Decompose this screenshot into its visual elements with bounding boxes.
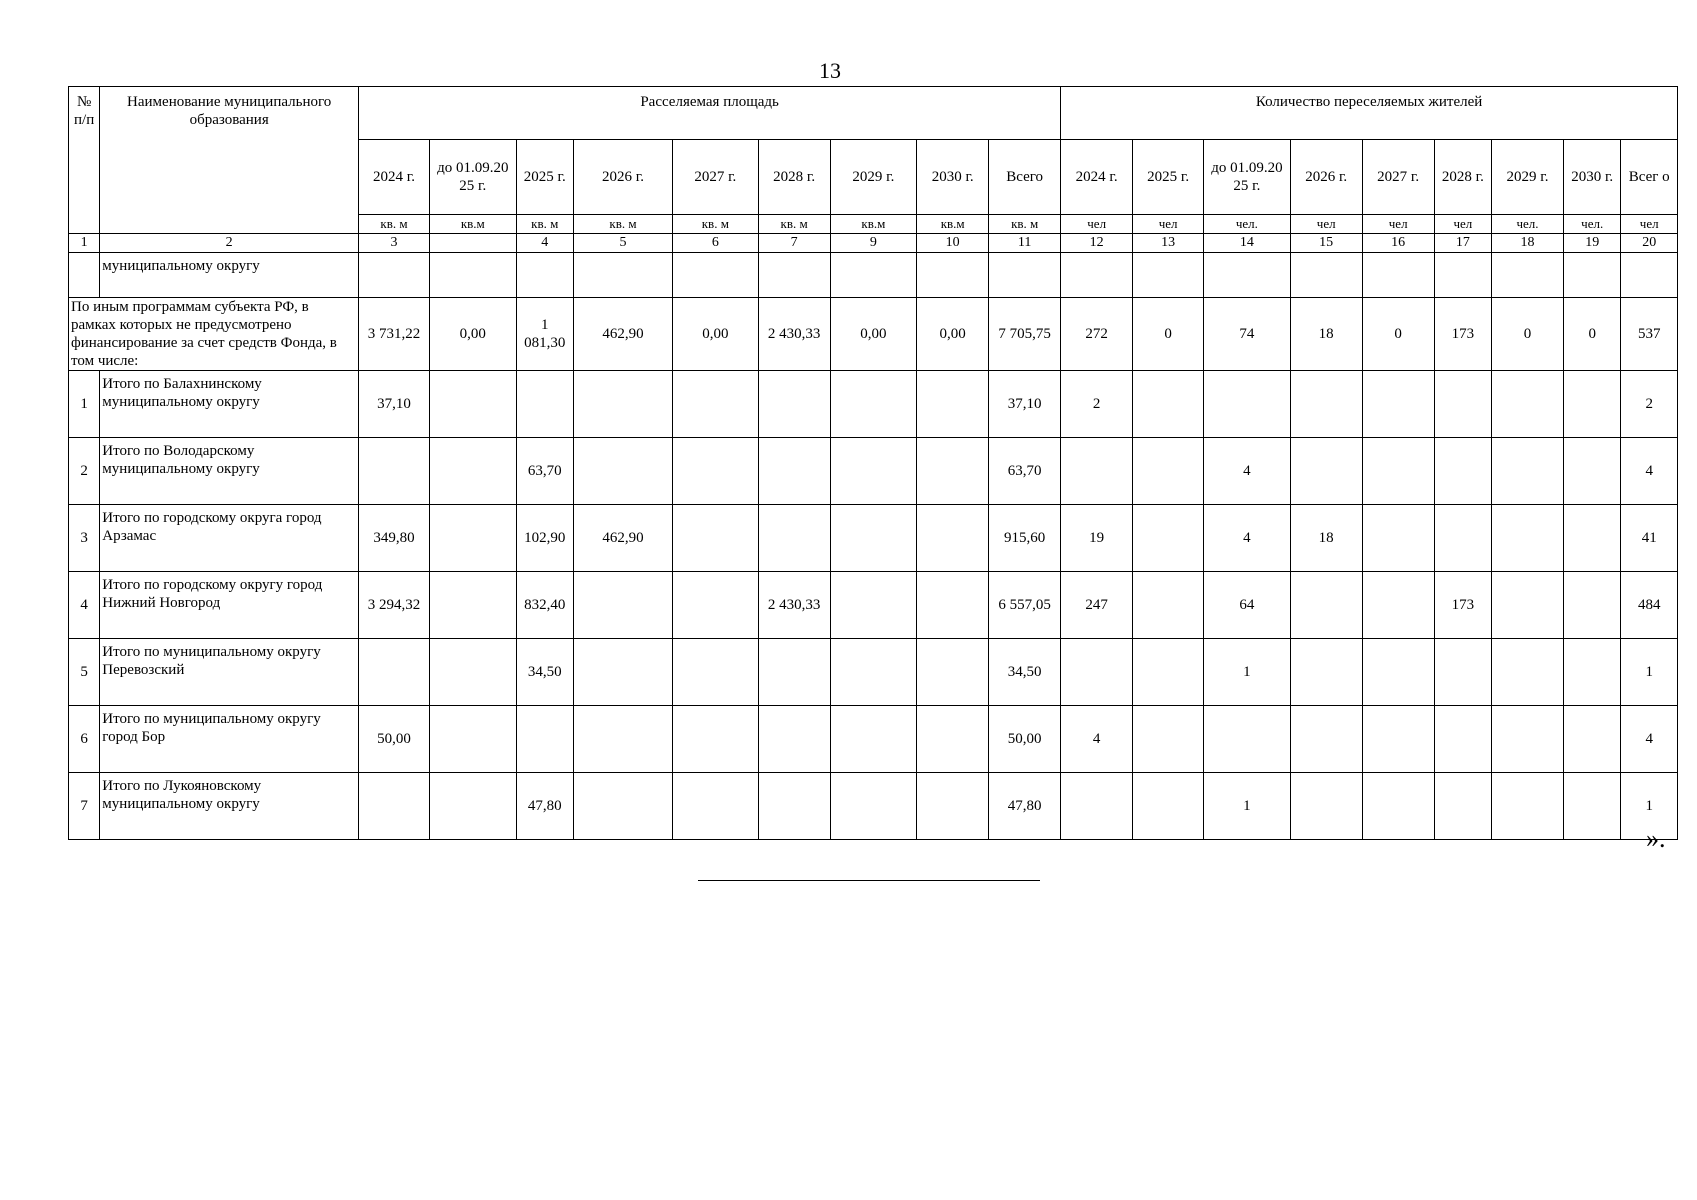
row-value xyxy=(673,639,759,706)
row-number: 1 xyxy=(69,371,100,438)
header-area-group: Расселяемая площадь xyxy=(359,87,1061,140)
row-value xyxy=(1362,773,1434,840)
row-value xyxy=(1434,639,1491,706)
row-value: 102,90 xyxy=(516,505,573,572)
row-value xyxy=(1133,773,1204,840)
program-value: 272 xyxy=(1061,298,1133,371)
header-area-unit: кв. м xyxy=(758,215,830,234)
row-number: 4 xyxy=(69,572,100,639)
row-value: 50,00 xyxy=(989,706,1061,773)
program-value: 462,90 xyxy=(573,298,672,371)
program-value: 1 081,30 xyxy=(516,298,573,371)
table-cell xyxy=(830,253,917,298)
row-value xyxy=(1290,572,1362,639)
program-value: 0,00 xyxy=(429,298,516,371)
header-area-year: до 01.09.20 25 г. xyxy=(429,140,516,215)
row-value xyxy=(917,639,989,706)
column-number: 10 xyxy=(917,234,989,253)
header-area-year: 2029 г. xyxy=(830,140,917,215)
header-area-unit: кв. м xyxy=(516,215,573,234)
row-value xyxy=(1362,371,1434,438)
row-value xyxy=(573,639,672,706)
row-value xyxy=(1362,706,1434,773)
program-name: По иным программам субъекта РФ, в рамках которых не предусмотрено финансирование за счет средств Фонда, в том числе: xyxy=(69,298,359,371)
row-number: 2 xyxy=(69,438,100,505)
row-value: 41 xyxy=(1621,505,1678,572)
program-value: 0,00 xyxy=(917,298,989,371)
row-value xyxy=(1564,706,1621,773)
program-value: 0,00 xyxy=(830,298,917,371)
header-people-unit: чел. xyxy=(1492,215,1564,234)
row-value xyxy=(573,706,672,773)
row-value xyxy=(917,773,989,840)
row-value: 50,00 xyxy=(359,706,430,773)
row-name: Итого по Балахнинскому муниципальному округу xyxy=(100,371,359,438)
header-people-unit: чел xyxy=(1621,215,1678,234)
row-number: 6 xyxy=(69,706,100,773)
program-value: 173 xyxy=(1434,298,1491,371)
table-row xyxy=(69,773,1678,840)
row-value: 19 xyxy=(1061,505,1133,572)
continuation-row xyxy=(69,253,1678,298)
row-value xyxy=(1362,438,1434,505)
row-value xyxy=(1290,438,1362,505)
row-value: 4 xyxy=(1204,438,1291,505)
resettlement-table xyxy=(68,86,1678,840)
row-number: 7 xyxy=(69,773,100,840)
row-number xyxy=(69,253,100,298)
header-area-unit: кв.м xyxy=(429,215,516,234)
table-cell xyxy=(1061,253,1133,298)
column-number xyxy=(429,234,516,253)
table-cell xyxy=(1362,253,1434,298)
table-row xyxy=(69,706,1678,773)
table-cell xyxy=(673,253,759,298)
column-number: 6 xyxy=(673,234,759,253)
row-value: 484 xyxy=(1621,572,1678,639)
header-area-unit: кв. м xyxy=(673,215,759,234)
header-people-year: до 01.09.20 25 г. xyxy=(1204,140,1291,215)
row-value xyxy=(758,706,830,773)
header-people-unit: чел xyxy=(1434,215,1491,234)
row-value xyxy=(1434,438,1491,505)
column-number: 2 xyxy=(100,234,359,253)
row-value: 1 xyxy=(1204,773,1291,840)
header-area-year: 2026 г. xyxy=(573,140,672,215)
row-value: 6 557,05 xyxy=(989,572,1061,639)
row-value xyxy=(1492,505,1564,572)
program-value: 537 xyxy=(1621,298,1678,371)
row-value: 64 xyxy=(1204,572,1291,639)
column-number: 15 xyxy=(1290,234,1362,253)
row-value xyxy=(1290,773,1362,840)
row-value: 34,50 xyxy=(516,639,573,706)
header-people-unit: чел xyxy=(1133,215,1204,234)
row-value xyxy=(758,505,830,572)
row-value: 18 xyxy=(1290,505,1362,572)
column-number: 7 xyxy=(758,234,830,253)
row-value: 37,10 xyxy=(359,371,430,438)
column-number: 17 xyxy=(1434,234,1491,253)
row-name: Итого по городскому округа город Арзамас xyxy=(100,505,359,572)
row-value: 63,70 xyxy=(516,438,573,505)
row-value: 349,80 xyxy=(359,505,430,572)
row-value xyxy=(1492,438,1564,505)
row-value xyxy=(830,639,917,706)
row-value: 173 xyxy=(1434,572,1491,639)
row-value xyxy=(429,773,516,840)
row-value: 34,50 xyxy=(989,639,1061,706)
table-cell xyxy=(1290,253,1362,298)
header-people-year: 2028 г. xyxy=(1434,140,1491,215)
row-value xyxy=(758,639,830,706)
header-area-year: 2024 г. xyxy=(359,140,430,215)
header-area-year: Всего xyxy=(989,140,1061,215)
page-number: 13 xyxy=(819,58,841,83)
row-value xyxy=(429,639,516,706)
program-value: 74 xyxy=(1204,298,1291,371)
row-value xyxy=(1564,639,1621,706)
table-cell xyxy=(917,253,989,298)
row-value xyxy=(1061,438,1133,505)
header-people-year: 2026 г. xyxy=(1290,140,1362,215)
row-value xyxy=(429,371,516,438)
row-value xyxy=(1564,572,1621,639)
table-cell xyxy=(758,253,830,298)
row-value xyxy=(573,572,672,639)
row-value xyxy=(1290,639,1362,706)
header-people-year: 2025 г. xyxy=(1133,140,1204,215)
row-value xyxy=(830,371,917,438)
row-value xyxy=(1564,371,1621,438)
row-value xyxy=(1290,706,1362,773)
row-value xyxy=(573,371,672,438)
row-value: 1 xyxy=(1621,639,1678,706)
header-area-year: 2030 г. xyxy=(917,140,989,215)
row-value xyxy=(830,572,917,639)
row-value xyxy=(1564,505,1621,572)
header-area-unit: кв. м xyxy=(573,215,672,234)
header-people-year: 2027 г. xyxy=(1362,140,1434,215)
row-value xyxy=(1133,639,1204,706)
table-cell xyxy=(989,253,1061,298)
row-value xyxy=(1434,505,1491,572)
row-value xyxy=(1492,639,1564,706)
row-value xyxy=(758,371,830,438)
column-number: 12 xyxy=(1061,234,1133,253)
table-cell xyxy=(1434,253,1491,298)
row-value xyxy=(1204,371,1291,438)
row-value xyxy=(917,371,989,438)
row-value xyxy=(1133,572,1204,639)
table-cell xyxy=(1492,253,1564,298)
row-value xyxy=(758,438,830,505)
table-cell xyxy=(516,253,573,298)
row-number: 3 xyxy=(69,505,100,572)
header-people-unit: чел xyxy=(1362,215,1434,234)
header-area-unit: кв. м xyxy=(989,215,1061,234)
row-value xyxy=(1434,773,1491,840)
row-value xyxy=(429,438,516,505)
column-number: 13 xyxy=(1133,234,1204,253)
program-value: 0,00 xyxy=(673,298,759,371)
row-value: 37,10 xyxy=(989,371,1061,438)
column-number: 11 xyxy=(989,234,1061,253)
row-value xyxy=(1564,773,1621,840)
header-people-year: Всег о xyxy=(1621,140,1678,215)
row-value xyxy=(1492,706,1564,773)
table-cell xyxy=(429,253,516,298)
table-cell xyxy=(1621,253,1678,298)
row-value: 4 xyxy=(1621,706,1678,773)
header-name-col: Наименование муниципального образования xyxy=(100,87,359,234)
row-value xyxy=(516,371,573,438)
row-value xyxy=(573,438,672,505)
row-name: Итого по Володарскому муниципальному округу xyxy=(100,438,359,505)
table-row xyxy=(69,639,1678,706)
column-number: 4 xyxy=(516,234,573,253)
row-value xyxy=(1362,572,1434,639)
row-value: 915,60 xyxy=(989,505,1061,572)
row-value xyxy=(1362,639,1434,706)
row-value: 1 xyxy=(1204,639,1291,706)
column-number: 5 xyxy=(573,234,672,253)
row-value xyxy=(1564,438,1621,505)
row-name: муниципальному округу xyxy=(100,253,359,298)
table-cell xyxy=(359,253,430,298)
row-value xyxy=(1492,371,1564,438)
row-value: 1 xyxy=(1621,773,1678,840)
header-people-unit: чел. xyxy=(1204,215,1291,234)
column-number-row xyxy=(69,234,1678,253)
row-value xyxy=(359,639,430,706)
program-value: 0 xyxy=(1492,298,1564,371)
header-area-unit: кв.м xyxy=(830,215,917,234)
row-value xyxy=(1434,706,1491,773)
row-value: 3 294,32 xyxy=(359,572,430,639)
table-row xyxy=(69,505,1678,572)
row-value xyxy=(830,706,917,773)
row-value xyxy=(516,706,573,773)
row-value xyxy=(573,773,672,840)
row-value xyxy=(1204,706,1291,773)
header-people-unit: чел xyxy=(1061,215,1133,234)
table-cell xyxy=(1133,253,1204,298)
column-number: 20 xyxy=(1621,234,1678,253)
row-value xyxy=(830,505,917,572)
table-cell xyxy=(573,253,672,298)
program-value: 0 xyxy=(1133,298,1204,371)
column-number: 9 xyxy=(830,234,917,253)
row-value: 4 xyxy=(1061,706,1133,773)
horizontal-rule xyxy=(698,880,1040,881)
column-number: 14 xyxy=(1204,234,1291,253)
row-value: 462,90 xyxy=(573,505,672,572)
row-value: 2 430,33 xyxy=(758,572,830,639)
header-group-row xyxy=(69,87,1678,140)
header-num-col: № п/п xyxy=(69,87,100,234)
row-value xyxy=(917,706,989,773)
row-value xyxy=(1133,505,1204,572)
column-number: 3 xyxy=(359,234,430,253)
table-row xyxy=(69,572,1678,639)
program-value: 0 xyxy=(1564,298,1621,371)
row-value: 4 xyxy=(1621,438,1678,505)
program-value: 0 xyxy=(1362,298,1434,371)
row-value xyxy=(917,438,989,505)
row-value xyxy=(673,438,759,505)
header-area-year: 2025 г. xyxy=(516,140,573,215)
program-row xyxy=(69,298,1678,371)
row-value xyxy=(1061,639,1133,706)
header-area-year: 2028 г. xyxy=(758,140,830,215)
column-number: 19 xyxy=(1564,234,1621,253)
program-value: 7 705,75 xyxy=(989,298,1061,371)
header-area-unit: кв.м xyxy=(917,215,989,234)
row-name: Итого по муниципальному округу город Бор xyxy=(100,706,359,773)
row-value xyxy=(429,572,516,639)
row-value xyxy=(1434,371,1491,438)
row-value xyxy=(1133,371,1204,438)
row-value: 47,80 xyxy=(989,773,1061,840)
closing-quote-mark: ». xyxy=(1646,824,1666,853)
header-people-group: Количество переселяемых жителей xyxy=(1061,87,1678,140)
row-value xyxy=(1133,438,1204,505)
row-value: 2 xyxy=(1621,371,1678,438)
row-value: 4 xyxy=(1204,505,1291,572)
table-row xyxy=(69,438,1678,505)
header-people-year: 2029 г. xyxy=(1492,140,1564,215)
row-value xyxy=(673,572,759,639)
header-people-unit: чел. xyxy=(1564,215,1621,234)
row-value: 47,80 xyxy=(516,773,573,840)
table-row xyxy=(69,371,1678,438)
program-value: 3 731,22 xyxy=(359,298,430,371)
row-value xyxy=(917,505,989,572)
row-value xyxy=(673,505,759,572)
table-body xyxy=(69,87,1678,840)
table-cell xyxy=(1564,253,1621,298)
column-number: 16 xyxy=(1362,234,1434,253)
row-value: 2 xyxy=(1061,371,1133,438)
row-value xyxy=(830,438,917,505)
row-value xyxy=(429,505,516,572)
row-name: Итого по городскому округу город Нижний Новгород xyxy=(100,572,359,639)
row-value xyxy=(917,572,989,639)
program-value: 2 430,33 xyxy=(758,298,830,371)
row-value: 63,70 xyxy=(989,438,1061,505)
row-value xyxy=(1133,706,1204,773)
row-value xyxy=(429,706,516,773)
table-cell xyxy=(1204,253,1291,298)
row-value xyxy=(673,706,759,773)
row-value xyxy=(1061,773,1133,840)
row-value xyxy=(1492,572,1564,639)
row-value: 832,40 xyxy=(516,572,573,639)
row-value xyxy=(1362,505,1434,572)
column-number: 18 xyxy=(1492,234,1564,253)
row-name: Итого по Лукояновскому муниципальному округу xyxy=(100,773,359,840)
header-area-year: 2027 г. xyxy=(673,140,759,215)
row-value xyxy=(1290,371,1362,438)
row-name: Итого по муниципальному округу Перевозский xyxy=(100,639,359,706)
row-value xyxy=(673,371,759,438)
column-number: 1 xyxy=(69,234,100,253)
row-value xyxy=(830,773,917,840)
row-value xyxy=(359,438,430,505)
header-area-unit: кв. м xyxy=(359,215,430,234)
row-value: 247 xyxy=(1061,572,1133,639)
row-value xyxy=(1492,773,1564,840)
row-number: 5 xyxy=(69,639,100,706)
row-value xyxy=(673,773,759,840)
header-people-year: 2030 г. xyxy=(1564,140,1621,215)
program-value: 18 xyxy=(1290,298,1362,371)
header-people-year: 2024 г. xyxy=(1061,140,1133,215)
row-value xyxy=(359,773,430,840)
header-people-unit: чел xyxy=(1290,215,1362,234)
row-value xyxy=(758,773,830,840)
